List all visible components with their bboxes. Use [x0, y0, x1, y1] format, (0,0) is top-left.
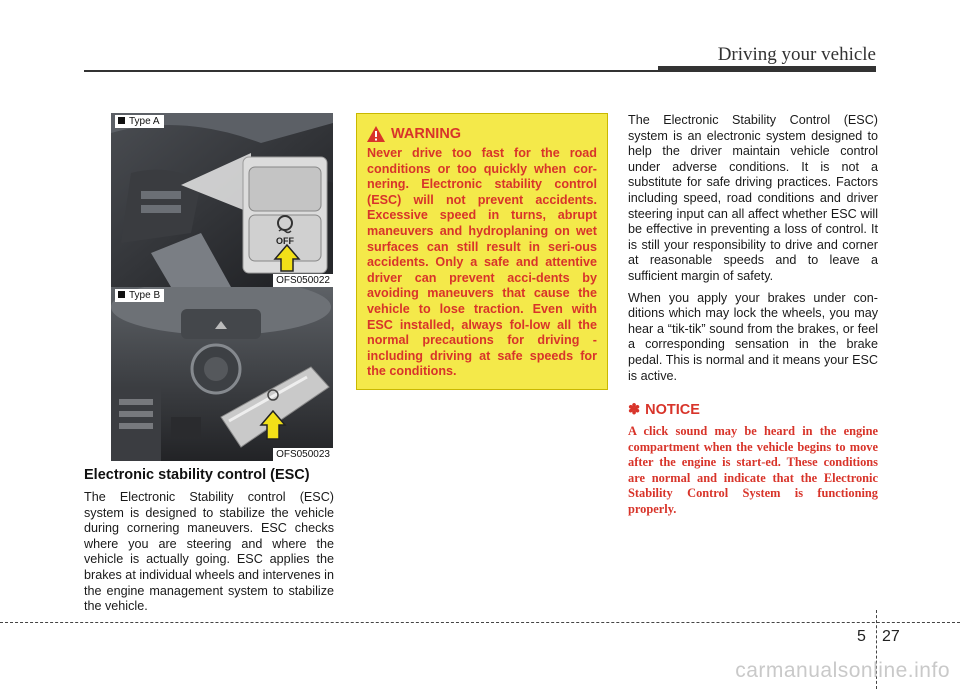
figure-type-b: [111, 287, 333, 461]
warning-triangle-icon: [367, 126, 385, 142]
page-number: 27: [882, 628, 900, 645]
type-b-label: Type B: [129, 290, 161, 301]
notice-heading: [628, 402, 878, 418]
notice-title: NOTICE: [645, 402, 700, 419]
square-bullet-icon: [118, 117, 125, 124]
notice-text: A click sound may be heard in the engine compartment when the vehicle begins to move after the engine is start-ed. These conditions are normal and indicate that the Electronic Stability Control System is functioning properly.: [628, 424, 878, 517]
warning-text: Never drive too fast for the road conditions or too quickly when cor-nering. Electronic stability control (ESC) will not prevent accidents. Excessive speed in turns, abrupt maneuvers and hydroplaning on wet surfaces can still result in seri-ous accidents. Only a safe and attentive driver can prevent acci-dents by avoiding maneuvers that cause the vehicle to lose traction. Even with ESC installed, always fol-low all the normal precautions for driving - including driving at safe speeds for the conditions.: [367, 146, 597, 379]
square-bullet-icon: [118, 291, 125, 298]
section-heading: Electronic stability control (ESC): [84, 467, 310, 483]
chapter-number: 5: [857, 628, 866, 645]
footer-rule: [0, 622, 960, 623]
esc-off-label: OFF: [276, 236, 294, 246]
right-column: [628, 113, 878, 518]
header-title: Driving your vehicle: [717, 44, 876, 65]
figure-code: OFS050022: [273, 274, 333, 287]
figure-code: OFS050023: [273, 448, 333, 461]
esc-description: The Electronic Stability Control (ESC) system is an electronic system designed to help the driver maintain vehicle control under adverse conditions. It is not a substitute for safe driving practices. Factors including speed, road conditions and driver steering input can all affect whether ESC will be effective in preventing a loss of control. It is still your responsibility to drive and corner at reasonable speeds and to leave a sufficient margin of safety.: [628, 113, 878, 283]
watermark: carmanualsonline.info: [735, 659, 950, 682]
header-rule-accent: [658, 66, 876, 72]
figure-type-a: [111, 113, 333, 287]
type-label: [115, 115, 164, 128]
esc-switch-photo-b: [111, 287, 333, 461]
section-paragraph: The Electronic Stability control (ESC) system is designed to stabilize the vehicle during cornering maneuvers. ESC checks where you are steering and where the vehicle is actually going. ESC applies the brakes at individual wheels and intervenes in the engine management system to stabilize the vehicle.: [84, 490, 334, 614]
brake-sound-paragraph: When you apply your brakes under con-ditions which may lock the wheels, you may hear a “tik-tik” sound from the brakes, or feel a corresponding sensation in the brake pedal. This is normal and it means your ESC is active.: [628, 290, 878, 383]
notice-symbol-icon: ✽: [628, 402, 641, 419]
esc-switch-photo-a: [111, 113, 333, 287]
warning-box: [356, 113, 608, 390]
type-a-label: Type A: [129, 116, 160, 127]
warning-title: WARNING: [391, 126, 462, 142]
type-label: [115, 289, 164, 302]
